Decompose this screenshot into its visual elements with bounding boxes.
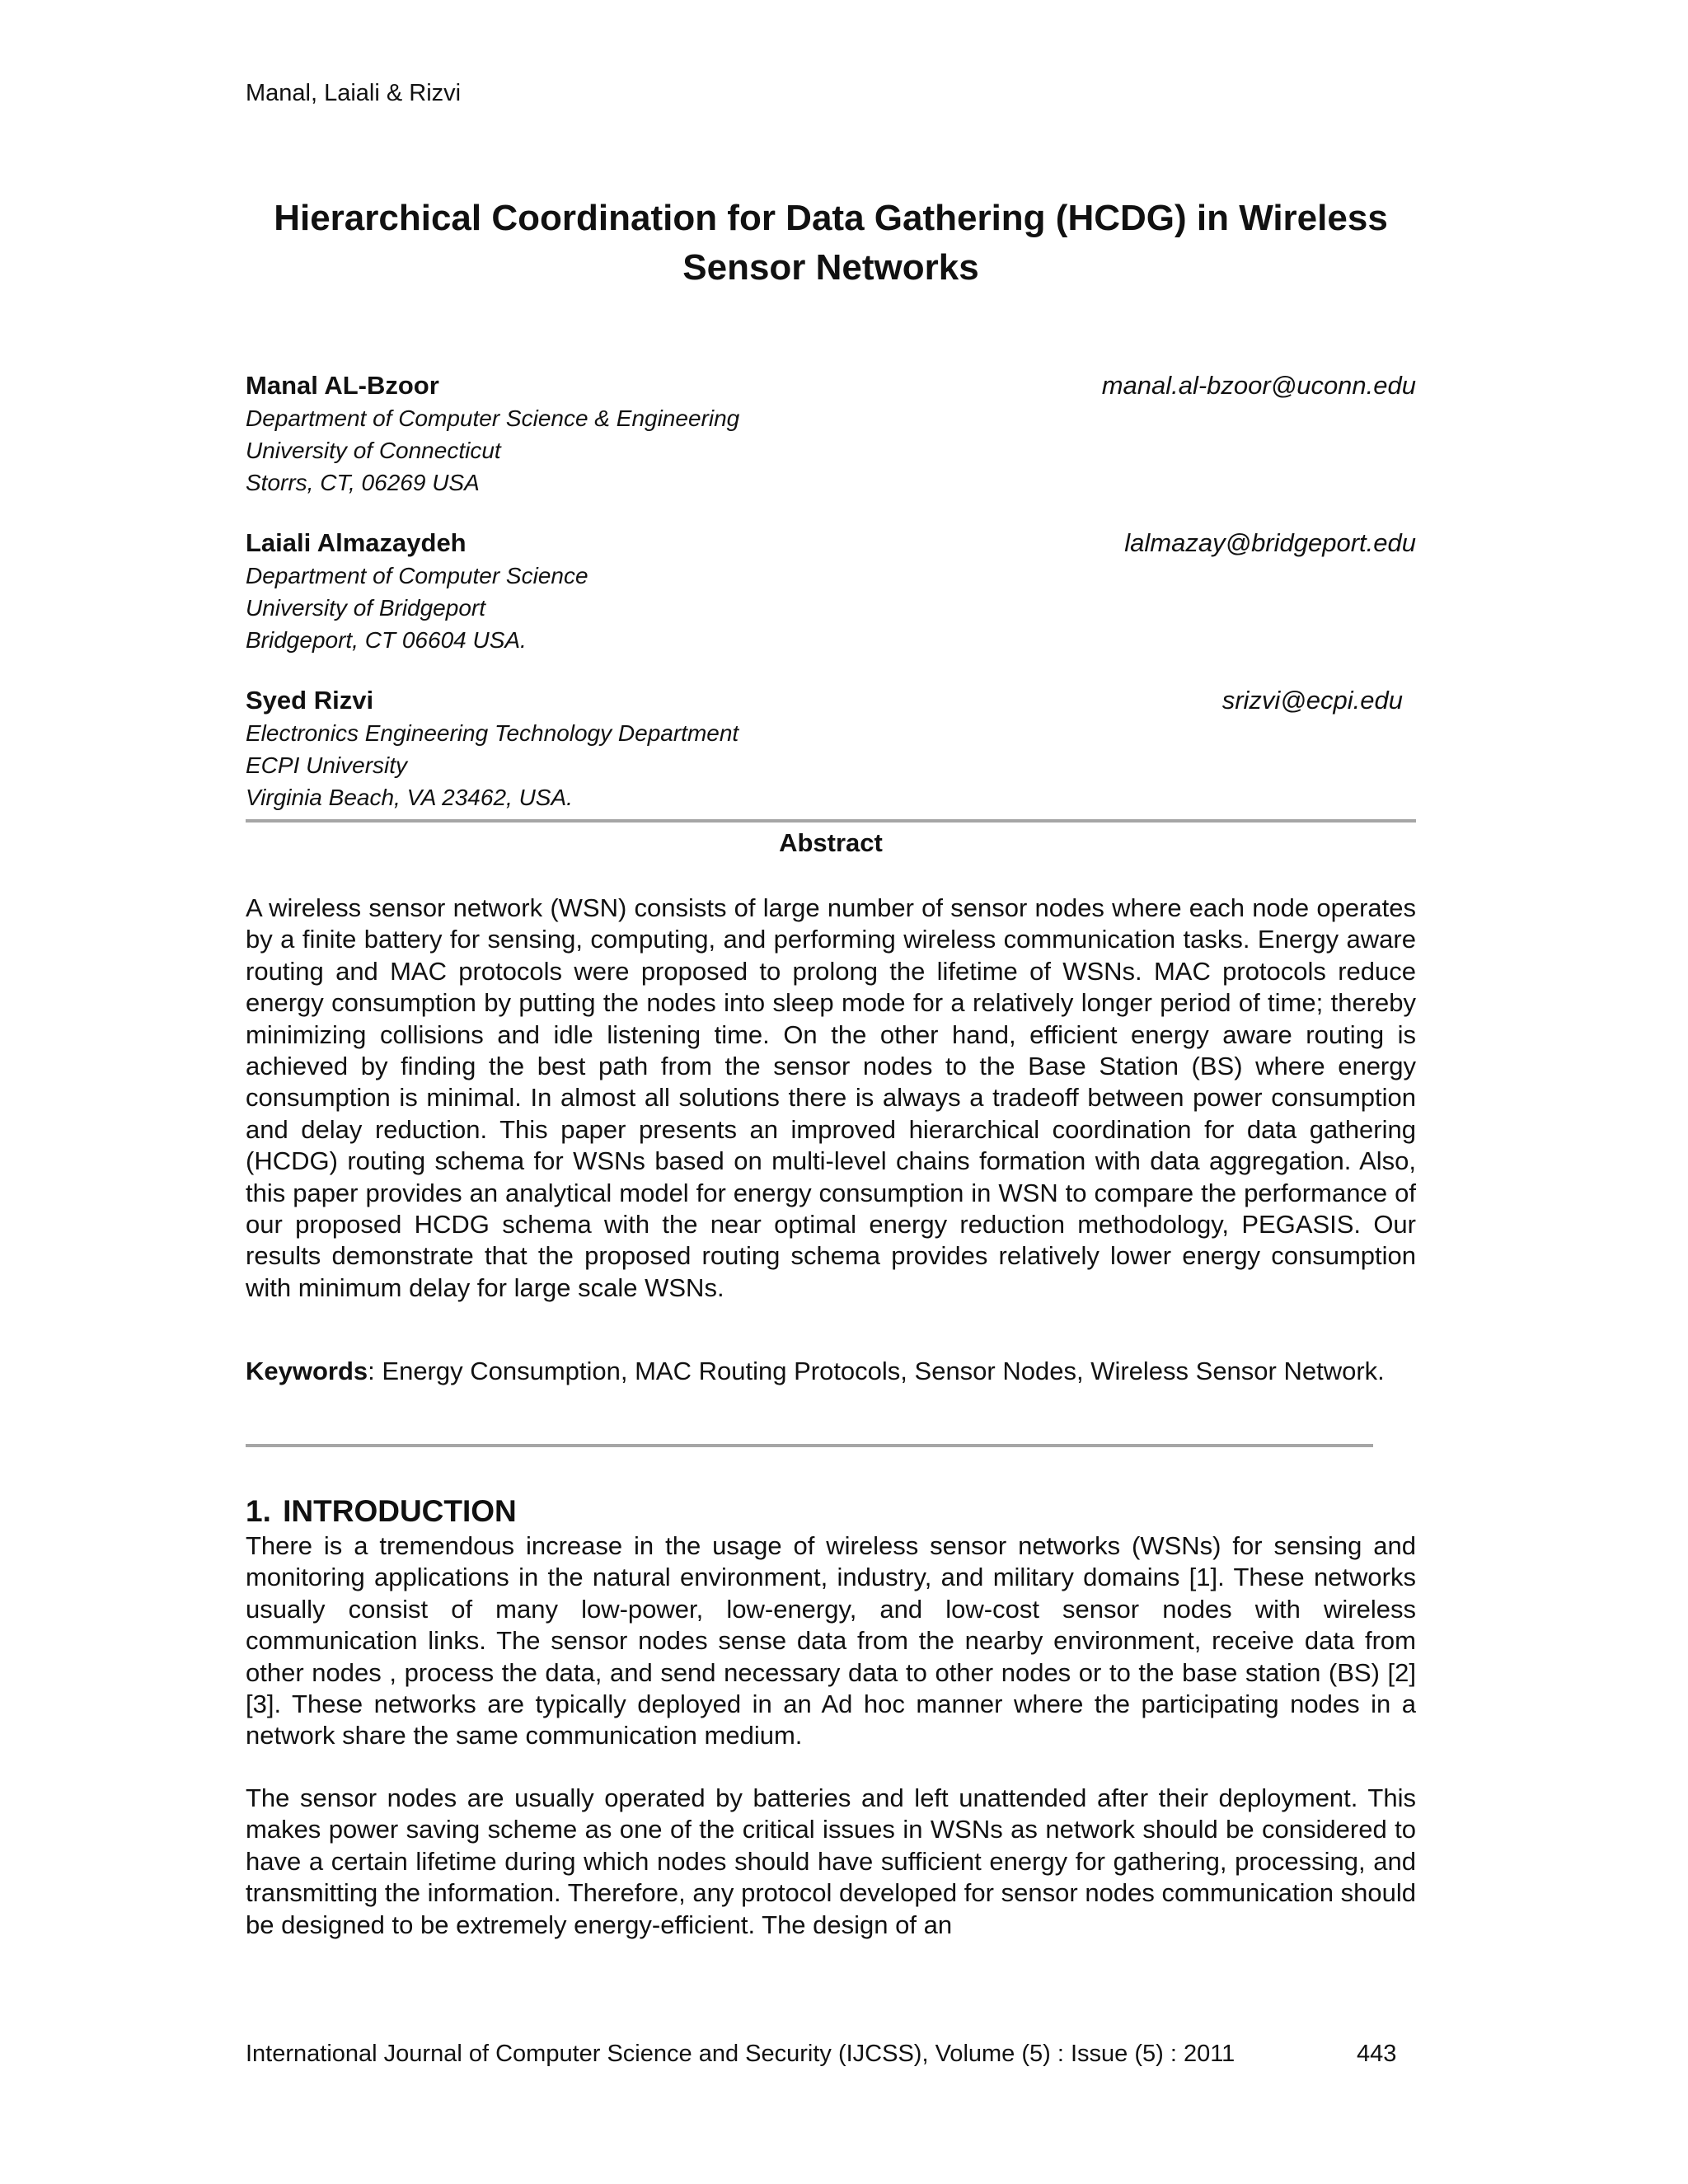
author-name: Laiali Almazaydeh — [246, 528, 467, 557]
author-block-1 — [246, 369, 1416, 499]
author-location: Virginia Beach, VA 23462, USA. — [246, 785, 573, 810]
page-number: 443 — [1357, 2041, 1397, 2067]
intro-paragraph-2: The sensor nodes are usually operated by batteries and left unattended after their deployment. This makes power saving scheme as one of the critical issues in WSNs as network should be considered to have a certain lifetime during which nodes should have sufficient energy for gathering, processing, and transmitting the information. Therefore, any protocol developed for sensor nodes communication should be designed to be extremely energy-efficient. The design of an — [246, 1783, 1416, 1939]
author-email: manal.al-bzoor@uconn.edu — [1101, 371, 1416, 400]
intro-paragraph-1: There is a tremendous increase in the usage of wireless sensor networks (WSNs) for sensing and monitoring applications in the natural environment, industry, and military domains [1]. These networks usually consist of many low-power, low-energy, and low-cost sensor nodes with wireless communication links. The sensor nodes sense data from the nearby environment, receive data from other nodes , process the data, and send necessary data to other nodes or to the base station (BS) [2][3]. These networks are typically deployed in an Ad hoc manner where the participating nodes in a network share the same communication medium. — [246, 1531, 1416, 1750]
paper-title: Hierarchical Coordination for Data Gathering (HCDG) in Wireless Sensor Networks — [274, 198, 1388, 288]
author-block-3 — [246, 684, 1416, 813]
keywords-text: : Energy Consumption, MAC Routing Protocols, Sensor Nodes, Wireless Sensor Network. — [368, 1357, 1385, 1385]
author-department: Electronics Engineering Technology Department — [246, 720, 739, 746]
abstract-top-rule — [246, 819, 1416, 823]
keywords — [246, 1356, 1400, 1387]
author-block-2 — [246, 527, 1416, 656]
author-university: University of Connecticut — [246, 438, 501, 463]
section-heading: 1. INTRODUCTION — [246, 1494, 517, 1528]
running-header: Manal, Laiali & Rizvi — [246, 80, 462, 106]
author-location: Bridgeport, CT 06604 USA. — [246, 627, 527, 653]
author-email: lalmazay@bridgeport.edu — [1124, 528, 1416, 557]
abstract-heading: Abstract — [779, 828, 883, 857]
author-location: Storrs, CT, 06269 USA — [246, 470, 480, 495]
author-university: University of Bridgeport — [246, 595, 486, 621]
author-name: Manal AL-Bzoor — [246, 371, 439, 400]
keywords-label: Keywords — [246, 1357, 368, 1385]
journal-footer: International Journal of Computer Science and Security (IJCSS), Volume (5) : Issue (5) : 2011 — [246, 2041, 1236, 2067]
author-department: Department of Computer Science — [246, 563, 588, 588]
author-university: ECPI University — [246, 752, 408, 778]
author-department: Department of Computer Science & Engineering — [246, 405, 740, 431]
keywords-bottom-rule — [246, 1444, 1373, 1447]
author-email: srizvi@ecpi.edu — [1221, 686, 1403, 715]
abstract-text: A wireless sensor network (WSN) consists of large number of sensor nodes where each node operates by a finite battery for sensing, computing, and performing wireless communication tasks. Energy aware routing and MAC protocols were proposed to prolong the lifetime of WSNs. MAC protocols reduce energy consumption by putting the nodes into sleep mode for a relatively longer period of time; thereby minimizing collisions and idle listening time. On the other hand, efficient energy aware routing is achieved by finding the best path from the sensor nodes to the Base Station (BS) where energy consumption is minimal. In almost all solutions there is always a tradeoff between power consumption and delay reduction. This paper presents an improved hierarchical coordination for data gathering (HCDG) routing schema for WSNs based on multi-level chains formation with data aggregation. Also, this paper provides an analytical model for energy consumption in WSN to compare the performance of our proposed HCDG schema with the near optimal energy reduction methodology, PEGASIS. Our results demonstrate that the proposed routing schema provides relatively lower energy consumption with minimum delay for large scale WSNs. — [246, 893, 1416, 1302]
author-name: Syed Rizvi — [246, 686, 374, 715]
